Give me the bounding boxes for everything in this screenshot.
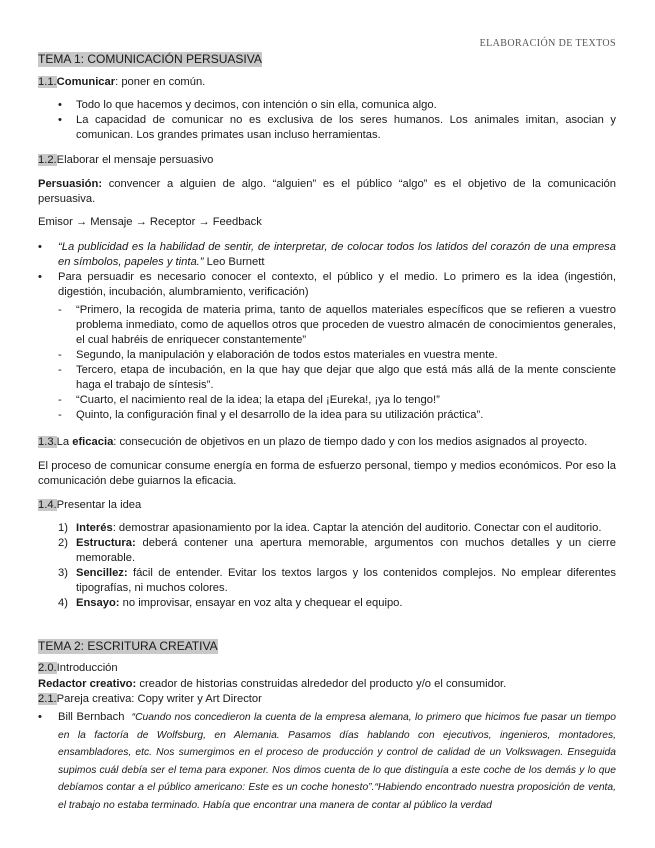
list-item [38, 521, 616, 536]
list-item: - Tercero, etapa de incubación, en la que hay que dejar que algo que está más allá de la mente consciente haga el trabajo de síntesis”. [38, 363, 616, 393]
tema1-heading [38, 50, 616, 68]
list-item: • La capacidad de comunicar no es exclusiva de los seres humanos. Los animales imitan, asocian y comunican. Los grandes primates usan incluso herramientas. [38, 113, 616, 143]
persuasion-definition [38, 177, 616, 207]
paragraph: El proceso de comunicar consume energía en forma de esfuerzo personal, tiempo y medios económicos. Por eso la comunicación debe guiarnos la eficacia. [38, 460, 616, 487]
list-item: - “Cuarto, el nacimiento real de la idea; la etapa del ¡Eureka!, ¡ya lo tengo!” [38, 393, 616, 408]
communication-flow [38, 215, 616, 230]
definition-text: convencer a alguien de algo. “alguien” es el público “algo” es el objetivo de la comunicación persuasiva. [38, 178, 616, 205]
section-number: 1.1. [38, 76, 57, 88]
list-item-quote [38, 240, 616, 270]
section-2-1 [38, 692, 616, 707]
s11-bullet-list [38, 98, 616, 143]
term-eficacia: eficacia [72, 436, 114, 448]
bernbach-list [38, 709, 616, 814]
item-term: Estructura: [76, 537, 136, 549]
term-persuasion: Persuasión: [38, 178, 103, 190]
item-term: Sencillez: [76, 567, 128, 579]
term-comunicar: Comunicar [56, 76, 116, 88]
tema2-title: TEMA 2: ESCRITURA CREATIVA [38, 639, 218, 653]
section-text-pre: La [56, 436, 73, 448]
section-number: 1.4. [38, 499, 57, 511]
section-number: 1.2. [38, 154, 57, 166]
list-item: - Quinto, la configuración final y el desarrollo de la idea para su utilización práctica”. [38, 408, 616, 423]
section-text: Presentar la idea [56, 499, 142, 511]
item-text: no improvisar, ensayar en voz alta y chequear el equipo. [119, 597, 403, 609]
bernbach-name: Bill Bernbach [58, 711, 125, 723]
item-text: deberá contener una apertura memorable, argumentos con muchos detalles y un cierre memorable. [76, 537, 616, 564]
list-item: • Para persuadir es necesario conocer el contexto, el público y el medio. Lo primero es la idea (ingestión, digestión, incubación, alumbramiento, verificación) [38, 270, 616, 300]
definition-text: creador de historias construidas alrededor del producto y/o el consumidor. [136, 678, 507, 690]
item-number: 3) [58, 567, 68, 579]
item-number: 1) [58, 522, 68, 534]
section-1-4 [38, 498, 616, 513]
quote-author: Leo Burnett [203, 256, 265, 268]
proceso-paragraph [38, 459, 616, 489]
section-number: 2.1. [38, 693, 57, 705]
item-text: fácil de entender. Evitar los textos largos y los contenidos complejos. No emplear diferentes tipografías, ni muchos colores. [76, 567, 616, 594]
section-text: : consecución de objetivos en un plazo de tiempo dado y con los medios asignados al proyecto. [113, 436, 588, 448]
section-1-2 [38, 153, 616, 168]
present-list [38, 521, 616, 611]
tema1-title: TEMA 1: COMUNICACIÓN PERSUASIVA [38, 52, 262, 66]
list-item [38, 596, 616, 611]
section-1-1 [38, 75, 616, 90]
s12-bullet-list [38, 240, 616, 300]
burnett-quote: “La publicidad es la habilidad de sentir, de interpretar, de colocar todos los latidos del corazón de una empresa en símbolos, papeles y tinta.” [58, 241, 616, 268]
item-term: Ensayo: [76, 597, 120, 609]
section-text: : poner en común. [115, 76, 206, 88]
section-text: Pareja creativa: Copy writer y Art Director [56, 693, 262, 705]
tema2-heading [38, 637, 616, 655]
section-number: 1.3. [38, 436, 57, 448]
item-number: 4) [58, 597, 68, 609]
redactor-definition [38, 677, 616, 692]
list-item: - “Primero, la recogida de materia prima, tanto de aquellos materiales específicos que se refieren a vuestro problema inmediato, como de aquellos otros que proceden de vuestro almacén de conocimientos generales, el cual habréis de enriquecer constantemente” [38, 303, 616, 348]
section-1-3 [38, 435, 616, 450]
section-text: Introducción [56, 662, 118, 674]
bernbach-quote: “Cuando nos concedieron la cuenta de la empresa alemana, lo primero que hicimos fue pasar un tiempo en la factoría de Wolfsburg, en Alemania. Pasamos días hablando con ejecutivos, ingenieros, montadores, ensambladores, etc. Nos sumergimos en el proceso de producción y control de calidad de un Volkswagen. Enseguida supimos cuál debía ser el tema para exponer. Nos dimos cuenta de lo que distinguía a este coche de los demás y lo que debíamos contar a el público americano: Este es un coche honesto”.“Habiendo encontrado nuestra proposición de venta, el trabajo no estaba terminado. Había que encontrar una manera de contar al público la verdad [58, 712, 616, 811]
item-text: : demostrar apasionamiento por la idea. Captar la atención del auditorio. Conectar con el auditorio. [112, 522, 602, 534]
section-number: 2.0. [38, 662, 57, 674]
list-item: • Todo lo que hacemos y decimos, con intención o sin ella, comunica algo. [38, 98, 616, 113]
item-term: Interés [76, 522, 113, 534]
section-2-0 [38, 661, 616, 676]
list-item [38, 566, 616, 596]
idea-steps-list [38, 303, 616, 423]
list-item [38, 709, 616, 814]
list-item [38, 536, 616, 566]
list-item: - Segundo, la manipulación y elaboración de todos estos materiales en vuestra mente. [38, 348, 616, 363]
section-text: Elaborar el mensaje persuasivo [56, 154, 214, 166]
running-head: ELABORACIÓN DE TEXTOS [479, 38, 616, 49]
item-number: 2) [58, 537, 68, 549]
term-redactor: Redactor creativo: [38, 678, 137, 690]
flow-text: Emisor → Mensaje → Receptor → Feedback [38, 216, 262, 228]
